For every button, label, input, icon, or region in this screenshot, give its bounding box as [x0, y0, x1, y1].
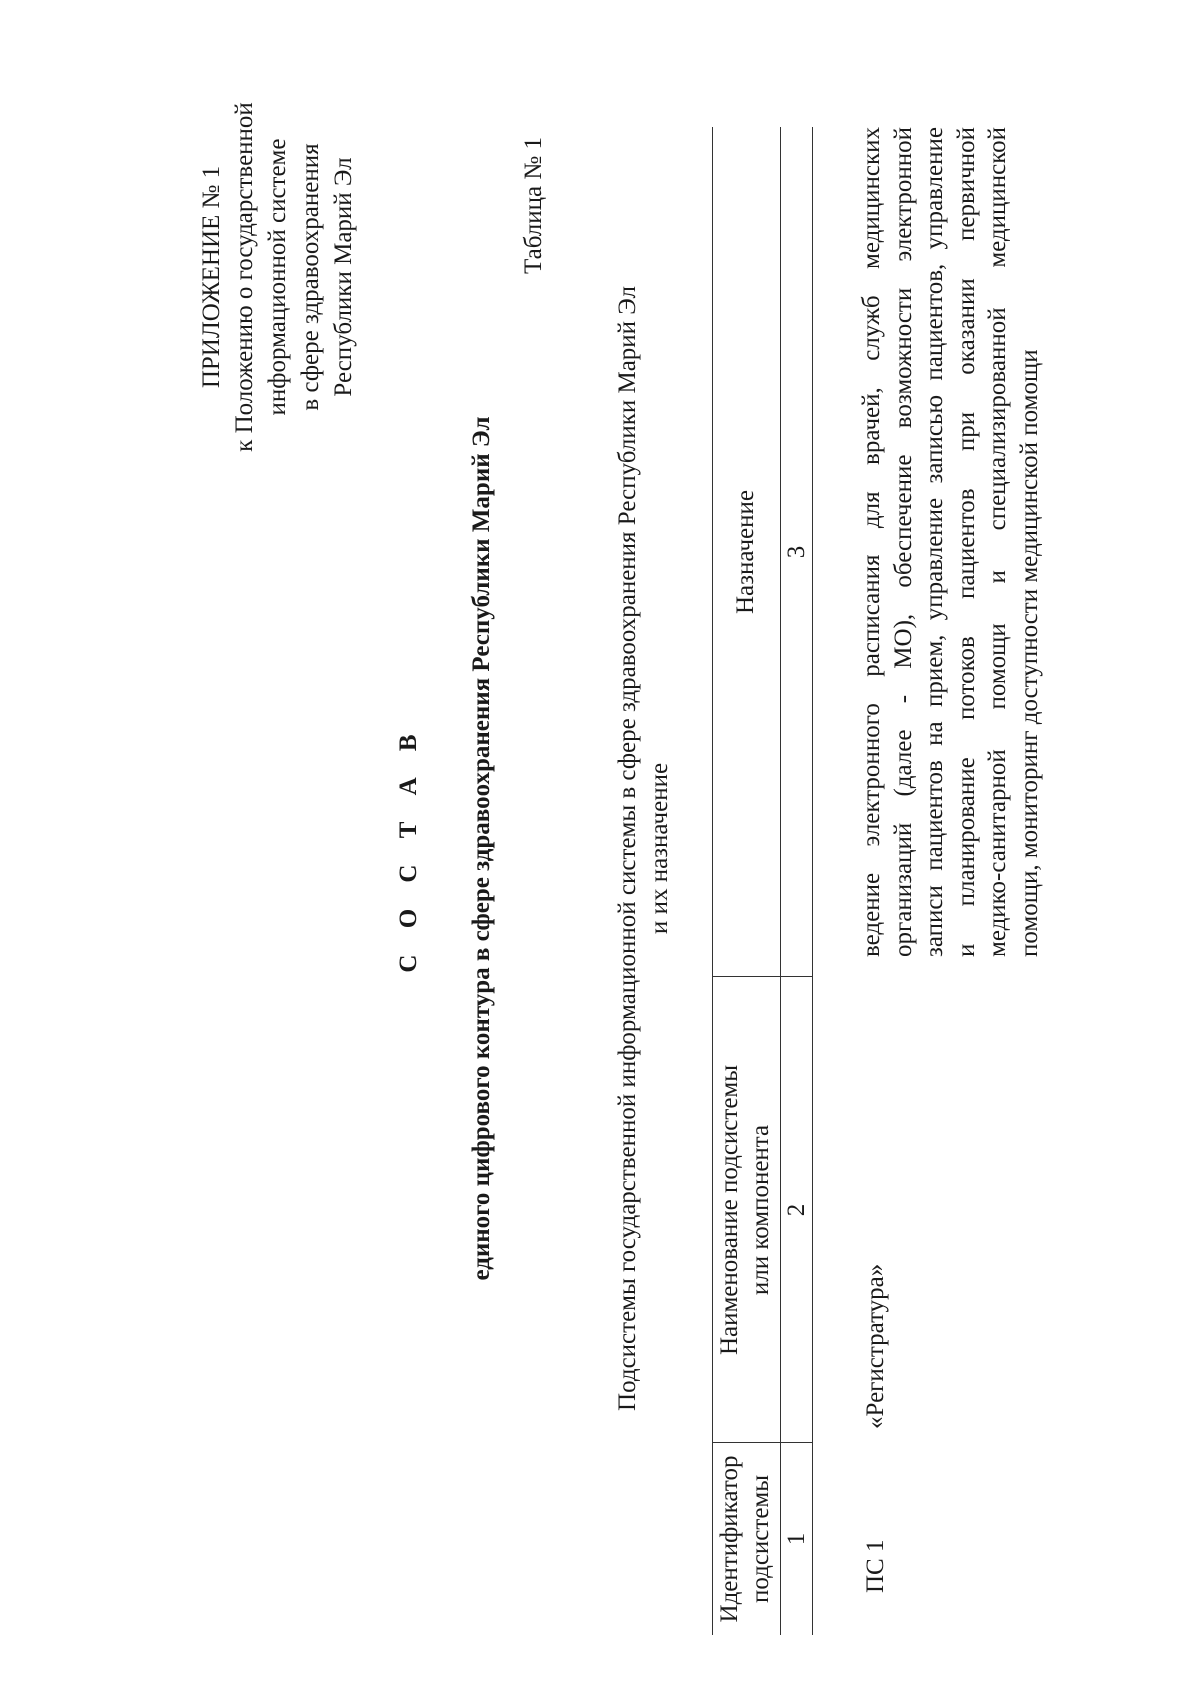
column-number: 2: [783, 1203, 810, 1217]
column-number: 1: [783, 1532, 810, 1546]
column-header-purpose: [730, 127, 761, 977]
table-caption: [612, 0, 676, 1697]
document-subtitle: единого цифрового контура в сфере здравоохранения Республики Марий Эл: [468, 416, 495, 1281]
table-caption-line: и их назначение: [646, 762, 673, 935]
purpose-line: организаций (далее - МО), обеспечение возможности электронной: [889, 127, 917, 957]
document-title: С О С Т А В: [395, 724, 422, 973]
table-cell-purpose: [856, 127, 1045, 957]
appendix-line: к Положению о государственной: [231, 102, 258, 452]
column-header-line: подсистемы: [747, 1474, 774, 1604]
purpose-line: помощи, мониторинг доступности медицинской помощи: [1015, 349, 1043, 957]
appendix-line: Республики Марий Эл: [330, 157, 357, 397]
column-header-line: Назначение: [732, 489, 759, 615]
purpose-line: записи пациентов на прием, управление записью пациентов, управление: [921, 127, 948, 957]
table-cell-name: «Регистратура»: [862, 1263, 889, 1429]
appendix-line: информационной системе: [264, 138, 291, 416]
column-number: 3: [783, 545, 810, 559]
purpose-line: медико-санитарной помощи и специализированной медицинской: [984, 127, 1011, 957]
column-header-line: или компонента: [747, 1124, 774, 1296]
table-number-label: Таблица № 1: [520, 137, 547, 275]
column-header-identifier: [714, 1443, 776, 1635]
column-header-line: Идентификатор: [716, 1455, 743, 1623]
column-header-name: [714, 977, 776, 1443]
table-caption-line: Подсистемы государственной информационной системы в сфере здравоохранения Республики Марий Эл: [614, 286, 641, 1411]
table-cell-id: ПС 1: [862, 1539, 889, 1593]
table-number-row-divider: [812, 127, 813, 1635]
purpose-line: ведение электронного расписания для врачей, служб медицинских: [858, 127, 885, 957]
table-border-top: [712, 127, 713, 1635]
appendix-header: [195, 0, 360, 557]
purpose-line: и планирование потоков пациентов при оказании первичной: [952, 127, 980, 957]
appendix-line: в сфере здравоохранения: [297, 143, 324, 411]
column-header-line: Наименование подсистемы: [716, 1064, 743, 1356]
appendix-line: ПРИЛОЖЕНИЕ № 1: [198, 165, 225, 389]
